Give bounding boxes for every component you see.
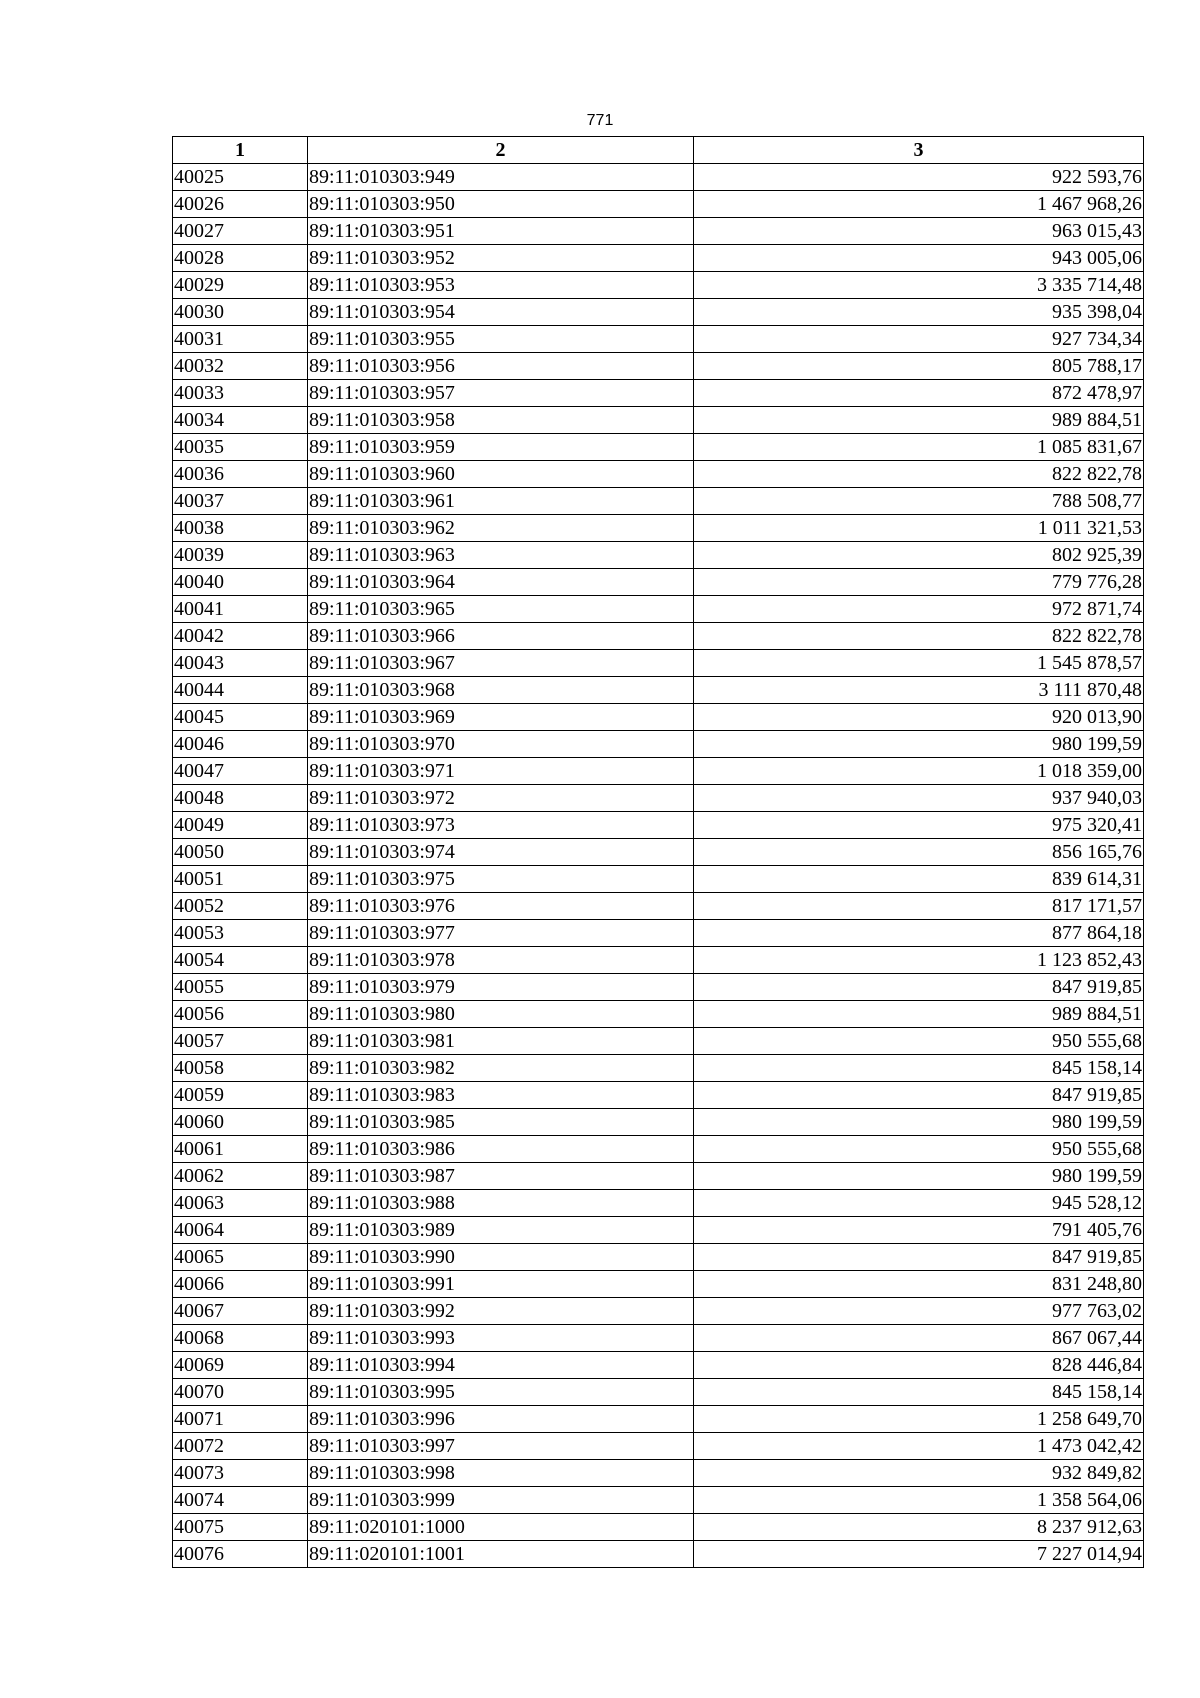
cadastral-number-cell: 89:11:010303:988 xyxy=(308,1190,694,1217)
value-cell: 920 013,90 xyxy=(694,704,1144,731)
value-cell: 950 555,68 xyxy=(694,1136,1144,1163)
table-row xyxy=(173,1325,1144,1352)
value-cell: 980 199,59 xyxy=(694,1109,1144,1136)
value-cell: 977 763,02 xyxy=(694,1298,1144,1325)
value-cell: 980 199,59 xyxy=(694,731,1144,758)
table-row xyxy=(173,1217,1144,1244)
cadastral-number-cell: 89:11:010303:963 xyxy=(308,542,694,569)
row-number-cell: 40042 xyxy=(173,623,308,650)
table-row xyxy=(173,191,1144,218)
cadastral-number-cell: 89:11:010303:950 xyxy=(308,191,694,218)
value-cell: 802 925,39 xyxy=(694,542,1144,569)
row-number-cell: 40057 xyxy=(173,1028,308,1055)
cadastral-number-cell: 89:11:010303:965 xyxy=(308,596,694,623)
cadastral-number-cell: 89:11:010303:971 xyxy=(308,758,694,785)
cadastral-number-cell: 89:11:010303:986 xyxy=(308,1136,694,1163)
value-cell: 1 011 321,53 xyxy=(694,515,1144,542)
table-row xyxy=(173,1460,1144,1487)
row-number-cell: 40039 xyxy=(173,542,308,569)
value-cell: 3 335 714,48 xyxy=(694,272,1144,299)
row-number-cell: 40050 xyxy=(173,839,308,866)
row-number-cell: 40047 xyxy=(173,758,308,785)
row-number-cell: 40060 xyxy=(173,1109,308,1136)
table-row xyxy=(173,947,1144,974)
table-row xyxy=(173,1379,1144,1406)
row-number-cell: 40043 xyxy=(173,650,308,677)
table-row xyxy=(173,785,1144,812)
table-row xyxy=(173,407,1144,434)
table-row xyxy=(173,812,1144,839)
cadastral-number-cell: 89:11:010303:987 xyxy=(308,1163,694,1190)
value-cell: 922 593,76 xyxy=(694,164,1144,191)
table-body xyxy=(173,164,1144,1568)
cadastral-number-cell: 89:11:010303:972 xyxy=(308,785,694,812)
table-row xyxy=(173,353,1144,380)
value-cell: 831 248,80 xyxy=(694,1271,1144,1298)
value-cell: 877 864,18 xyxy=(694,920,1144,947)
cadastral-number-cell: 89:11:010303:959 xyxy=(308,434,694,461)
cadastral-number-cell: 89:11:010303:970 xyxy=(308,731,694,758)
table-row xyxy=(173,1001,1144,1028)
row-number-cell: 40068 xyxy=(173,1325,308,1352)
row-number-cell: 40058 xyxy=(173,1055,308,1082)
value-cell: 805 788,17 xyxy=(694,353,1144,380)
cadastral-number-cell: 89:11:010303:999 xyxy=(308,1487,694,1514)
table-row xyxy=(173,704,1144,731)
value-cell: 867 067,44 xyxy=(694,1325,1144,1352)
table-row xyxy=(173,299,1144,326)
value-cell: 1 467 968,26 xyxy=(694,191,1144,218)
row-number-cell: 40038 xyxy=(173,515,308,542)
cadastral-number-cell: 89:11:010303:997 xyxy=(308,1433,694,1460)
row-number-cell: 40067 xyxy=(173,1298,308,1325)
cadastral-number-cell: 89:11:010303:953 xyxy=(308,272,694,299)
row-number-cell: 40075 xyxy=(173,1514,308,1541)
table-row xyxy=(173,1055,1144,1082)
value-cell: 822 822,78 xyxy=(694,623,1144,650)
value-cell: 3 111 870,48 xyxy=(694,677,1144,704)
table-row xyxy=(173,164,1144,191)
table-header xyxy=(173,137,1144,164)
row-number-cell: 40073 xyxy=(173,1460,308,1487)
row-number-cell: 40026 xyxy=(173,191,308,218)
value-cell: 1 085 831,67 xyxy=(694,434,1144,461)
header-row xyxy=(173,137,1144,164)
table-row xyxy=(173,893,1144,920)
page-number: 771 xyxy=(586,112,614,129)
cadastral-number-cell: 89:11:010303:996 xyxy=(308,1406,694,1433)
table-row xyxy=(173,1244,1144,1271)
header-col-2: 2 xyxy=(308,137,694,164)
cadastral-number-cell: 89:11:010303:968 xyxy=(308,677,694,704)
row-number-cell: 40025 xyxy=(173,164,308,191)
cadastral-number-cell: 89:11:010303:977 xyxy=(308,920,694,947)
row-number-cell: 40056 xyxy=(173,1001,308,1028)
cadastral-number-cell: 89:11:010303:983 xyxy=(308,1082,694,1109)
row-number-cell: 40065 xyxy=(173,1244,308,1271)
row-number-cell: 40040 xyxy=(173,569,308,596)
value-cell: 975 320,41 xyxy=(694,812,1144,839)
value-cell: 791 405,76 xyxy=(694,1217,1144,1244)
table-row xyxy=(173,488,1144,515)
value-cell: 972 871,74 xyxy=(694,596,1144,623)
row-number-cell: 40069 xyxy=(173,1352,308,1379)
value-cell: 932 849,82 xyxy=(694,1460,1144,1487)
value-cell: 950 555,68 xyxy=(694,1028,1144,1055)
table-row xyxy=(173,974,1144,1001)
table-row xyxy=(173,1028,1144,1055)
cadastral-number-cell: 89:11:010303:981 xyxy=(308,1028,694,1055)
row-number-cell: 40048 xyxy=(173,785,308,812)
value-cell: 817 171,57 xyxy=(694,893,1144,920)
value-cell: 872 478,97 xyxy=(694,380,1144,407)
header-col-3: 3 xyxy=(694,137,1144,164)
value-cell: 847 919,85 xyxy=(694,1082,1144,1109)
value-cell: 945 528,12 xyxy=(694,1190,1144,1217)
row-number-cell: 40046 xyxy=(173,731,308,758)
cadastral-number-cell: 89:11:010303:982 xyxy=(308,1055,694,1082)
table-row xyxy=(173,1190,1144,1217)
row-number-cell: 40036 xyxy=(173,461,308,488)
row-number-cell: 40027 xyxy=(173,218,308,245)
cadastral-number-cell: 89:11:010303:957 xyxy=(308,380,694,407)
table-row xyxy=(173,380,1144,407)
value-cell: 845 158,14 xyxy=(694,1379,1144,1406)
table-row xyxy=(173,1109,1144,1136)
table-row xyxy=(173,1433,1144,1460)
table-row xyxy=(173,839,1144,866)
cadastral-number-cell: 89:11:010303:991 xyxy=(308,1271,694,1298)
value-cell: 927 734,34 xyxy=(694,326,1144,353)
table-row xyxy=(173,650,1144,677)
row-number-cell: 40045 xyxy=(173,704,308,731)
value-cell: 1 473 042,42 xyxy=(694,1433,1144,1460)
table-row xyxy=(173,218,1144,245)
table-row xyxy=(173,920,1144,947)
row-number-cell: 40064 xyxy=(173,1217,308,1244)
row-number-cell: 40033 xyxy=(173,380,308,407)
table-row xyxy=(173,515,1144,542)
table-row xyxy=(173,731,1144,758)
row-number-cell: 40029 xyxy=(173,272,308,299)
table-row xyxy=(173,1541,1144,1568)
value-cell: 989 884,51 xyxy=(694,1001,1144,1028)
cadastral-number-cell: 89:11:010303:956 xyxy=(308,353,694,380)
value-cell: 989 884,51 xyxy=(694,407,1144,434)
cadastral-number-cell: 89:11:020101:1000 xyxy=(308,1514,694,1541)
table-row xyxy=(173,677,1144,704)
cadastral-number-cell: 89:11:010303:951 xyxy=(308,218,694,245)
row-number-cell: 40076 xyxy=(173,1541,308,1568)
value-cell: 8 237 912,63 xyxy=(694,1514,1144,1541)
value-cell: 839 614,31 xyxy=(694,866,1144,893)
cadastral-number-cell: 89:11:010303:995 xyxy=(308,1379,694,1406)
cadastral-number-cell: 89:11:010303:975 xyxy=(308,866,694,893)
row-number-cell: 40053 xyxy=(173,920,308,947)
value-cell: 847 919,85 xyxy=(694,1244,1144,1271)
table-row xyxy=(173,434,1144,461)
row-number-cell: 40071 xyxy=(173,1406,308,1433)
row-number-cell: 40072 xyxy=(173,1433,308,1460)
cadastral-number-cell: 89:11:010303:992 xyxy=(308,1298,694,1325)
value-cell: 943 005,06 xyxy=(694,245,1144,272)
cadastral-number-cell: 89:11:010303:967 xyxy=(308,650,694,677)
cadastral-number-cell: 89:11:010303:974 xyxy=(308,839,694,866)
table-row xyxy=(173,866,1144,893)
cadastral-number-cell: 89:11:010303:955 xyxy=(308,326,694,353)
table-row xyxy=(173,758,1144,785)
row-number-cell: 40070 xyxy=(173,1379,308,1406)
row-number-cell: 40062 xyxy=(173,1163,308,1190)
table-row xyxy=(173,1352,1144,1379)
cadastral-number-cell: 89:11:010303:949 xyxy=(308,164,694,191)
row-number-cell: 40074 xyxy=(173,1487,308,1514)
value-cell: 847 919,85 xyxy=(694,974,1144,1001)
table-row xyxy=(173,326,1144,353)
table-row xyxy=(173,1271,1144,1298)
table-row xyxy=(173,461,1144,488)
table-row xyxy=(173,596,1144,623)
table-row xyxy=(173,1406,1144,1433)
row-number-cell: 40063 xyxy=(173,1190,308,1217)
row-number-cell: 40059 xyxy=(173,1082,308,1109)
value-cell: 1 018 359,00 xyxy=(694,758,1144,785)
cadastral-number-cell: 89:11:010303:980 xyxy=(308,1001,694,1028)
table-row xyxy=(173,272,1144,299)
cadastral-number-cell: 89:11:010303:964 xyxy=(308,569,694,596)
value-cell: 963 015,43 xyxy=(694,218,1144,245)
row-number-cell: 40066 xyxy=(173,1271,308,1298)
row-number-cell: 40055 xyxy=(173,974,308,1001)
table-row xyxy=(173,1298,1144,1325)
value-cell: 822 822,78 xyxy=(694,461,1144,488)
row-number-cell: 40054 xyxy=(173,947,308,974)
cadastral-number-cell: 89:11:020101:1001 xyxy=(308,1541,694,1568)
row-number-cell: 40049 xyxy=(173,812,308,839)
value-cell: 937 940,03 xyxy=(694,785,1144,812)
value-cell: 856 165,76 xyxy=(694,839,1144,866)
cadastral-number-cell: 89:11:010303:989 xyxy=(308,1217,694,1244)
cadastral-number-cell: 89:11:010303:961 xyxy=(308,488,694,515)
cadastral-number-cell: 89:11:010303:973 xyxy=(308,812,694,839)
value-cell: 7 227 014,94 xyxy=(694,1541,1144,1568)
row-number-cell: 40032 xyxy=(173,353,308,380)
cadastral-number-cell: 89:11:010303:979 xyxy=(308,974,694,1001)
row-number-cell: 40037 xyxy=(173,488,308,515)
cadastral-number-cell: 89:11:010303:978 xyxy=(308,947,694,974)
cadastral-number-cell: 89:11:010303:998 xyxy=(308,1460,694,1487)
cadastral-number-cell: 89:11:010303:952 xyxy=(308,245,694,272)
row-number-cell: 40035 xyxy=(173,434,308,461)
table-row xyxy=(173,542,1144,569)
table-row xyxy=(173,1487,1144,1514)
row-number-cell: 40030 xyxy=(173,299,308,326)
cadastral-number-cell: 89:11:010303:960 xyxy=(308,461,694,488)
value-cell: 980 199,59 xyxy=(694,1163,1144,1190)
table-row xyxy=(173,1082,1144,1109)
header-col-1: 1 xyxy=(173,137,308,164)
value-cell: 1 123 852,43 xyxy=(694,947,1144,974)
cadastral-number-cell: 89:11:010303:966 xyxy=(308,623,694,650)
row-number-cell: 40052 xyxy=(173,893,308,920)
row-number-cell: 40051 xyxy=(173,866,308,893)
cadastral-number-cell: 89:11:010303:994 xyxy=(308,1352,694,1379)
cadastral-number-cell: 89:11:010303:993 xyxy=(308,1325,694,1352)
row-number-cell: 40028 xyxy=(173,245,308,272)
value-cell: 1 258 649,70 xyxy=(694,1406,1144,1433)
value-cell: 779 776,28 xyxy=(694,569,1144,596)
cadastral-number-cell: 89:11:010303:954 xyxy=(308,299,694,326)
row-number-cell: 40034 xyxy=(173,407,308,434)
registry-table xyxy=(172,136,1144,1568)
cadastral-number-cell: 89:11:010303:985 xyxy=(308,1109,694,1136)
row-number-cell: 40031 xyxy=(173,326,308,353)
table-row xyxy=(173,1136,1144,1163)
table-row xyxy=(173,1514,1144,1541)
row-number-cell: 40061 xyxy=(173,1136,308,1163)
table-row xyxy=(173,245,1144,272)
value-cell: 1 358 564,06 xyxy=(694,1487,1144,1514)
value-cell: 1 545 878,57 xyxy=(694,650,1144,677)
row-number-cell: 40041 xyxy=(173,596,308,623)
cadastral-number-cell: 89:11:010303:976 xyxy=(308,893,694,920)
table-row xyxy=(173,1163,1144,1190)
cadastral-number-cell: 89:11:010303:962 xyxy=(308,515,694,542)
cadastral-number-cell: 89:11:010303:969 xyxy=(308,704,694,731)
cadastral-number-cell: 89:11:010303:958 xyxy=(308,407,694,434)
value-cell: 845 158,14 xyxy=(694,1055,1144,1082)
table-row xyxy=(173,569,1144,596)
table-row xyxy=(173,623,1144,650)
value-cell: 828 446,84 xyxy=(694,1352,1144,1379)
value-cell: 788 508,77 xyxy=(694,488,1144,515)
cadastral-number-cell: 89:11:010303:990 xyxy=(308,1244,694,1271)
row-number-cell: 40044 xyxy=(173,677,308,704)
value-cell: 935 398,04 xyxy=(694,299,1144,326)
